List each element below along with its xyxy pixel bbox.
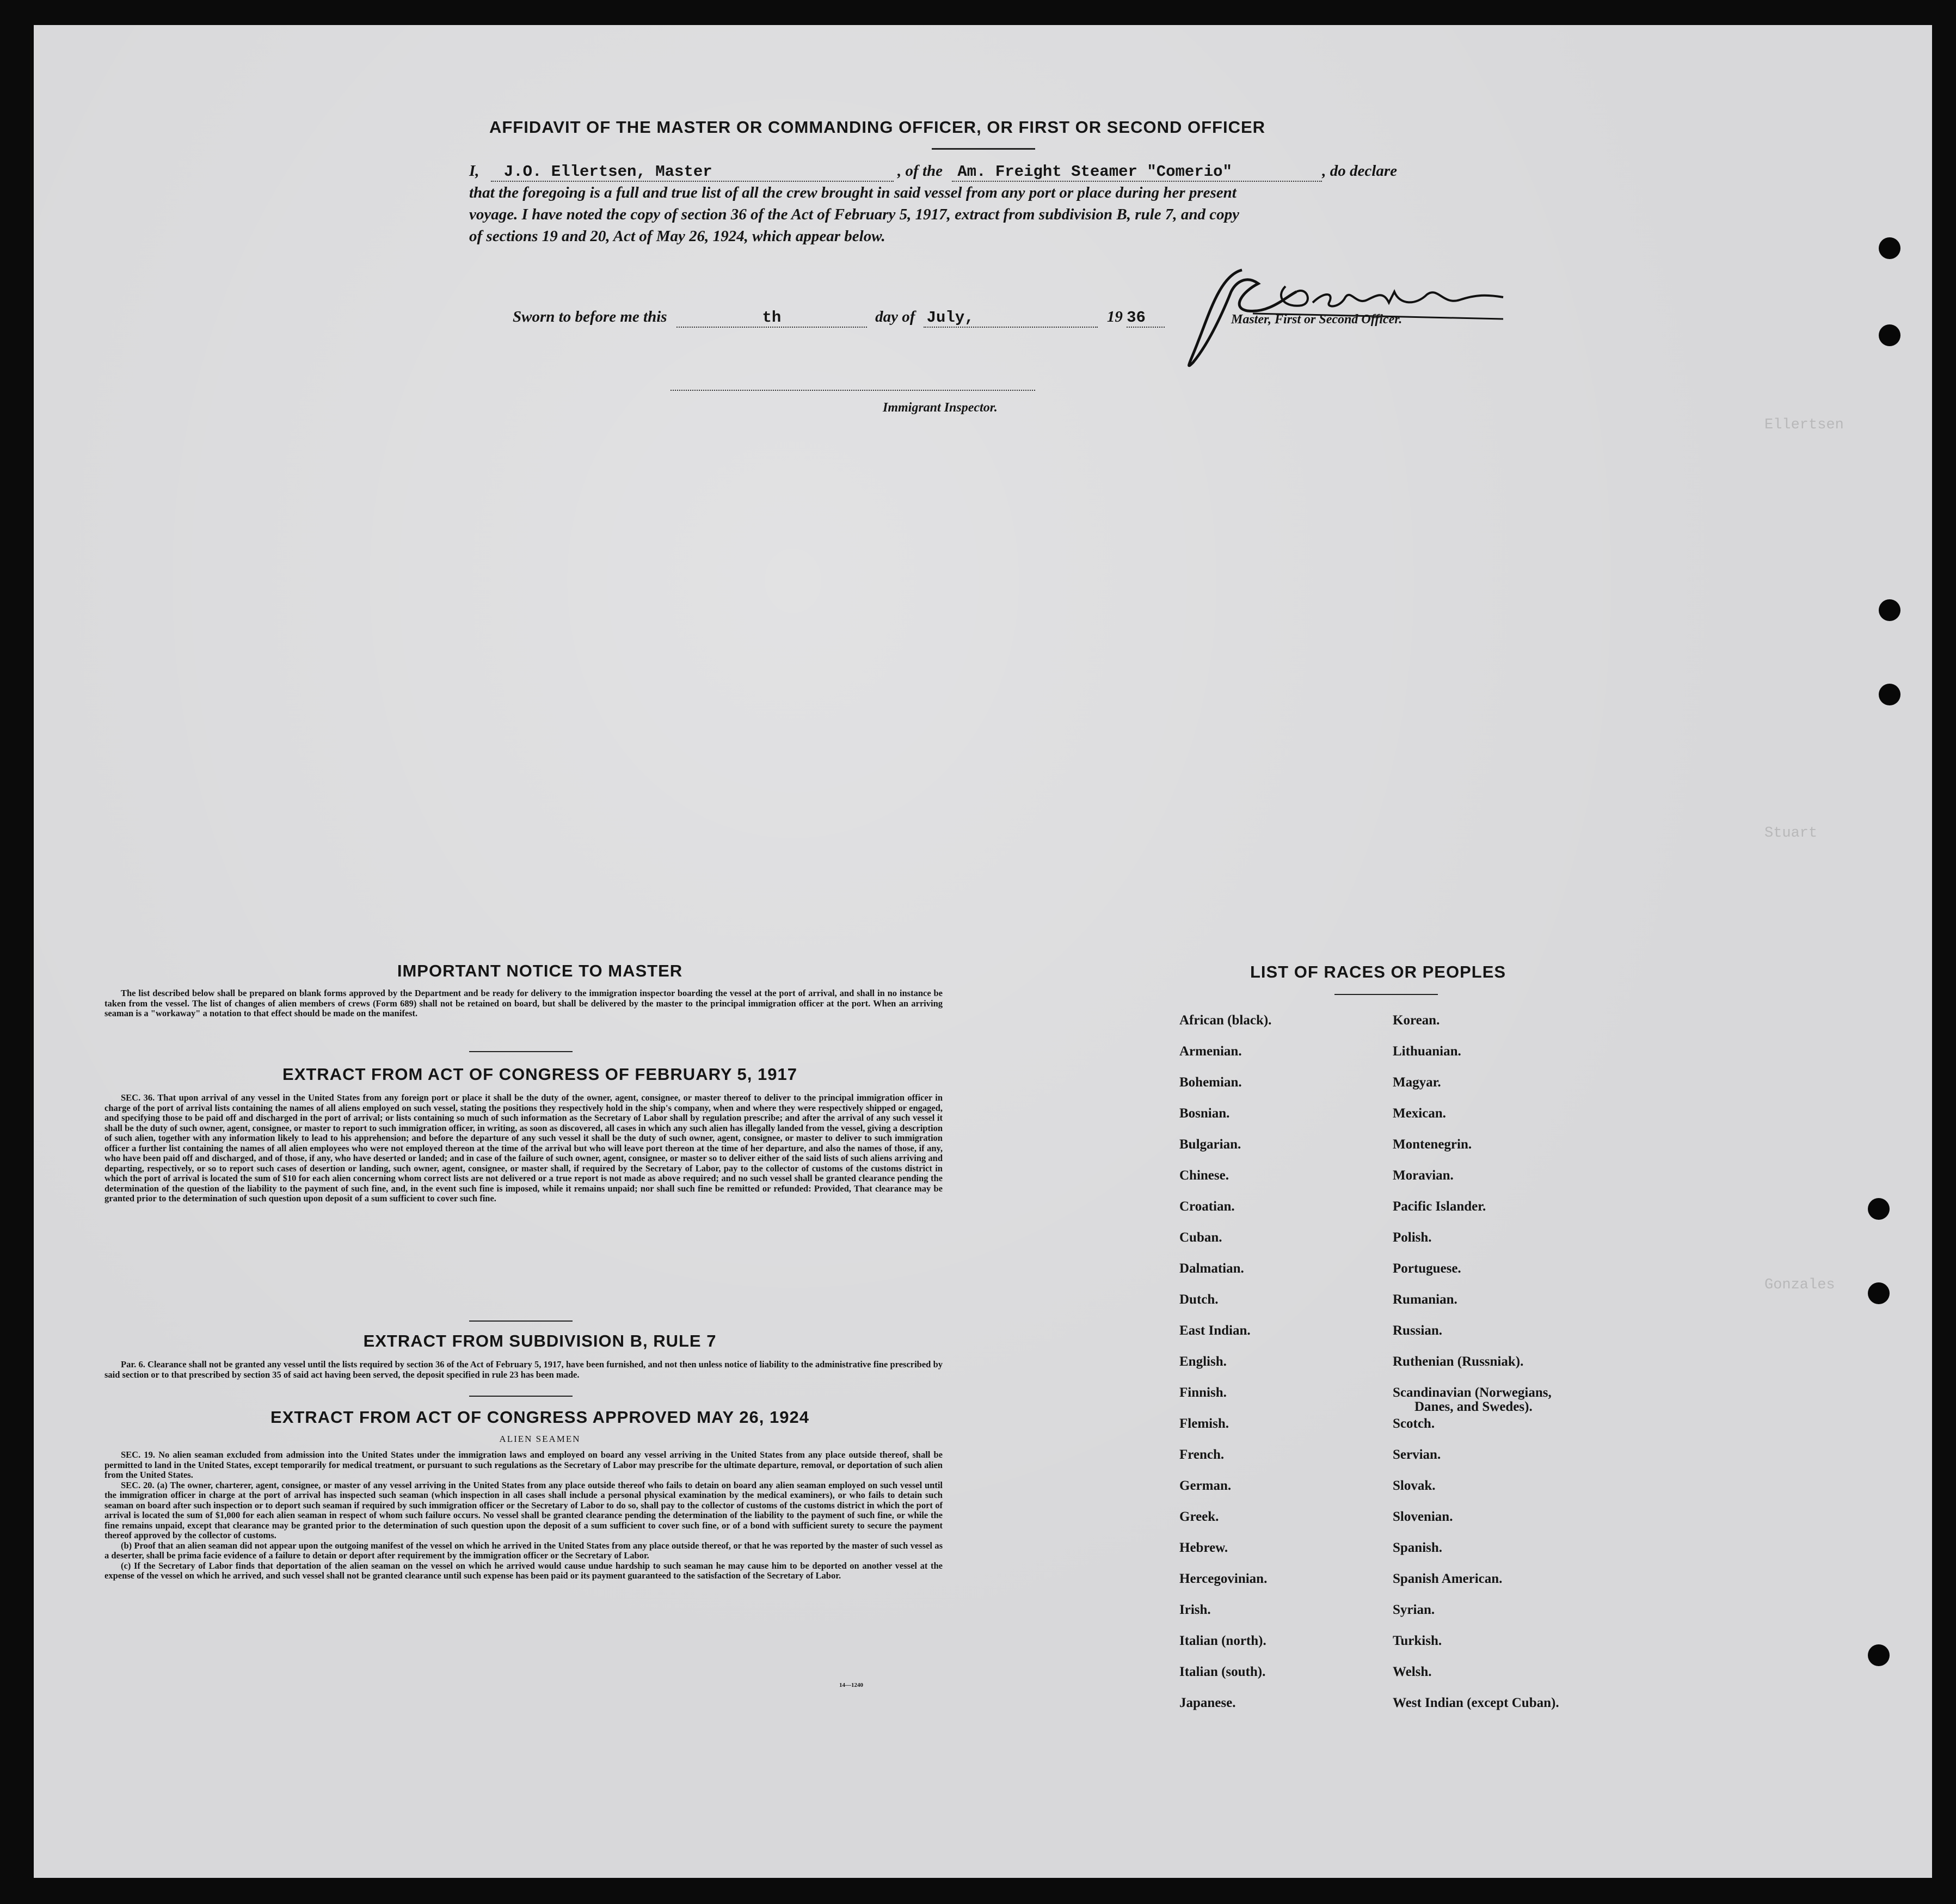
extract-1917-title: EXTRACT FROM ACT OF CONGRESS OF FEBRUARY 5, 1917 xyxy=(282,1065,797,1084)
affidavit-title: AFFIDAVIT OF THE MASTER OR COMMANDING OFFICER, OR FIRST OR SECOND OFFICER xyxy=(489,118,1266,137)
race-item: Italian (north). xyxy=(1179,1633,1266,1648)
race-item: Spanish. xyxy=(1393,1540,1443,1555)
affidavit-line-1 xyxy=(469,162,1558,182)
affidavit-line-2: that the foregoing is a full and true list of all the crew brought in said vessel from any port or place during her present xyxy=(469,184,1237,201)
show-through-text: Gonzales xyxy=(1764,1277,1835,1293)
of-the-label: , of the xyxy=(897,162,943,180)
sec-19-paragraph: SEC. 19. No alien seaman excluded from admission into the United States under the immigration laws and employed on board any vessel arriving in the United States from any place outside thereof, shall be permitted to land in the United States, except temporarily for medical treatment, or pursuant to such regulations as the Secretary of Labor may prescribe for the ultimate departure, removal, or deportation of such alien from the United States. xyxy=(104,1450,943,1480)
race-item: Ruthenian (Russniak). xyxy=(1393,1354,1524,1369)
race-item: Irish. xyxy=(1179,1602,1211,1617)
race-item: East Indian. xyxy=(1179,1323,1251,1338)
show-through-text: Ellertsen xyxy=(1764,417,1844,433)
sworn-month-field xyxy=(924,308,1098,328)
race-item: Bosnian. xyxy=(1179,1106,1230,1121)
master-name-field xyxy=(491,162,894,182)
master-name: J.O. Ellertsen, Master xyxy=(503,163,712,181)
race-item: Bohemian. xyxy=(1179,1075,1242,1090)
rule-7-title: EXTRACT FROM SUBDIVISION B, RULE 7 xyxy=(363,1331,717,1350)
race-item: West Indian (except Cuban). xyxy=(1393,1696,1559,1710)
declare-label: , do declare xyxy=(1322,162,1397,180)
year-suffix: 36 xyxy=(1127,309,1146,327)
race-item: African (black). xyxy=(1179,1013,1272,1028)
race-item: Pacific Islander. xyxy=(1393,1199,1486,1214)
races-column-1 xyxy=(1179,1013,1386,1731)
race-item: Croatian. xyxy=(1179,1199,1235,1214)
race-item: French. xyxy=(1179,1447,1225,1462)
vessel-field xyxy=(952,162,1322,182)
race-item: Mexican. xyxy=(1393,1106,1446,1121)
race-item: Servian. xyxy=(1393,1447,1441,1462)
race-item: Dutch. xyxy=(1179,1292,1219,1307)
race-item: Rumanian. xyxy=(1393,1292,1457,1307)
punch-hole xyxy=(1879,599,1900,621)
race-item: Slovak. xyxy=(1393,1478,1436,1493)
notice-paragraph: The list described below shall be prepared on blank forms approved by the Department and be ready for delivery to the immigration inspector boarding the vessel at the port of arrival, and shall in no instance be taken from the vessel. The list of changes of alien members of crews (Form 689) shall not be retained on board, but shall be delivered by the master to the principal immigration officer at the port. When an arriving seaman is a "workaway" a notation to that effect should be made on the manifest. xyxy=(104,988,943,1018)
race-item: Armenian. xyxy=(1179,1044,1242,1059)
par-6-paragraph: Par. 6. Clearance shall not be granted any vessel until the lists required by section 36 of the Act of February 5, 1917, have been furnished, and not then unless notice of liability to the administrative fine prescribed by said section or to that prescribed by section 35 of said act having been served, the deposit specified in rule 23 has been made. xyxy=(104,1359,943,1380)
sec-20c-paragraph: (c) If the Secretary of Labor finds that deportation of the alien seaman on the vessel on which he arrived would cause undue hardship to such seaman he may cause him to be deported on another vessel at the expense of the vessel on which he arrived, and such vessel shall not be granted clearance until such expense has been paid or its payment guaranteed to the satisfaction of the Secretary of Labor. xyxy=(104,1560,943,1581)
race-item: Greek. xyxy=(1179,1509,1219,1524)
sworn-day: th xyxy=(762,309,782,327)
divider xyxy=(469,1320,573,1322)
race-item: Cuban. xyxy=(1179,1230,1222,1245)
punch-hole xyxy=(1879,237,1900,259)
race-item: Dalmatian. xyxy=(1179,1261,1244,1276)
race-item: English. xyxy=(1179,1354,1227,1369)
affidavit-line-4: of sections 19 and 20, Act of May 26, 1924, which appear below. xyxy=(469,228,885,245)
vessel-name: Am. Freight Steamer "Comerio" xyxy=(957,163,1232,181)
race-item: Moravian. xyxy=(1393,1168,1454,1183)
form-number: 14—1240 xyxy=(839,1682,863,1688)
punch-hole xyxy=(1868,1198,1890,1220)
race-item: Slovenian. xyxy=(1393,1509,1453,1524)
sec-36-paragraph: SEC. 36. That upon arrival of any vessel in the United States from any foreign port or place it shall be the duty of the owner, agent, consignee, or master thereof to deliver to the principal immigration officer in charge of the port of arrival lists containing the names of all aliens employed on such vessel, stating the positions they respectively hold in the ship's company, when and where they were respectively shipped or engaged, and specifying those to be paid off and discharged in the port of arrival; or lists containing so much of such information as the Secretary of Labor shall by regulation prescribe; and after the arrival of any such vessel it shall be the duty of such owner, agent, consignee, or master to report to such immigration officer, in writing, as soon as discovered, all cases in which any such alien has illegally landed from the vessel, giving a description of such alien, together with any information likely to lead to his apprehension; and before the departure of any such vessel it shall be the duty of such owner, agent, consignee, or master to deliver to such immigration officer a further list containing the names of all alien employees who were not employed thereon at the time of the arrival but who will leave port thereon at the time of her departure, and also the names of those, if any, who have been paid off and discharged, and of those, if any, who have deserted or landed; and in case of the failure of such owner, agent, consignee, or master so to deliver either of the said lists of such aliens arriving and departing, respectively, or so to report such cases of desertion or landing, such owner, agent, consignee, or master shall, if required by the Secretary of Labor, pay to the collector of customs of the customs district in which the port of arrival is located the sum of $10 for each alien concerning whom correct lists are not delivered or a true report is not made as above required; and no such vessel shall be granted clearance pending the determination of the question of the liability to the payment of such fine, and, in the event such fine is imposed, while it remains unpaid; nor shall such fine be remitted or refunded: Provided, That clearance may be granted prior to the determination of such question upon deposit of a sum sufficient to cover such fine. xyxy=(104,1092,943,1203)
punch-hole xyxy=(1868,1644,1890,1666)
race-item: Japanese. xyxy=(1179,1696,1236,1710)
race-item: Italian (south). xyxy=(1179,1665,1266,1679)
race-item: Bulgarian. xyxy=(1179,1137,1241,1152)
races-underline xyxy=(1334,994,1438,995)
punch-hole xyxy=(1879,684,1900,705)
race-item: Scotch. xyxy=(1393,1416,1435,1431)
signature-caption: Master, First or Second Officer. xyxy=(1231,312,1403,327)
race-item: Polish. xyxy=(1393,1230,1432,1245)
race-item: Finnish. xyxy=(1179,1385,1227,1400)
affidavit-line-3: voyage. I have noted the copy of section 36 of the Act of February 5, 1917, extract from subdivision B, rule 7, and copy xyxy=(469,206,1239,223)
race-item: Portuguese. xyxy=(1393,1261,1461,1276)
punch-hole xyxy=(1879,324,1900,346)
year-prefix: 19 xyxy=(1106,308,1123,325)
races-title: LIST OF RACES OR PEOPLES xyxy=(1250,962,1506,981)
race-item: Hercegovinian. xyxy=(1179,1571,1268,1586)
race-item: Spanish American. xyxy=(1393,1571,1503,1586)
sec-20b-paragraph: (b) Proof that an alien seaman did not appear upon the outgoing manifest of the vessel on which he arrived in the United States from any place outside thereof, or that he was reported by the master of such vessel as a deserter, shall be prima facie evidence of a failure to detain or deport after requirement by the immigration officer or the Secretary of Labor. xyxy=(104,1540,943,1561)
race-item: Magyar. xyxy=(1393,1075,1441,1090)
race-item: Syrian. xyxy=(1393,1602,1435,1617)
punch-hole xyxy=(1868,1282,1890,1304)
alien-seamen-subtitle: ALIEN SEAMEN xyxy=(499,1434,581,1444)
divider xyxy=(469,1051,573,1052)
race-item: Korean. xyxy=(1393,1013,1440,1028)
sworn-month: July, xyxy=(926,309,974,327)
title-underline xyxy=(932,148,1035,150)
inspector-signature-line xyxy=(671,390,1035,392)
rule-7-text xyxy=(104,1360,943,1380)
race-item: Chinese. xyxy=(1179,1168,1229,1183)
race-item: Montenegrin. xyxy=(1393,1137,1472,1152)
day-of-label: day of xyxy=(875,308,915,325)
extract-1917-text xyxy=(104,1093,943,1204)
race-item: Hebrew. xyxy=(1179,1540,1228,1555)
races-column-2 xyxy=(1393,1013,1665,1731)
notice-title: IMPORTANT NOTICE TO MASTER xyxy=(397,961,683,980)
race-item: Scandinavian (Norwegians, xyxy=(1393,1385,1552,1400)
race-item: German. xyxy=(1179,1478,1232,1493)
race-item: Flemish. xyxy=(1179,1416,1229,1431)
show-through-text: Stuart xyxy=(1764,825,1818,842)
notice-text xyxy=(104,988,943,1019)
sworn-day-field xyxy=(676,308,867,328)
i-label: I, xyxy=(469,162,479,180)
race-item: Russian. xyxy=(1393,1323,1443,1338)
divider xyxy=(469,1396,573,1397)
race-item: Welsh. xyxy=(1393,1665,1432,1679)
document-sheet xyxy=(34,25,1932,1878)
inspector-caption: Immigrant Inspector. xyxy=(883,401,998,415)
extract-1924-text xyxy=(104,1450,943,1581)
sworn-label: Sworn to before me this xyxy=(513,308,667,325)
sec-20a-paragraph: SEC. 20. (a) The owner, charterer, agent, consignee, or master of any vessel arriving in the United States from any place outside thereof who fails to detain on board any alien seaman employed on such vessel until the immigration officer in charge at the port of arrival has inspected such seaman (which inspection in all cases shall include a personal physical examination by the medical examiners), or who fails to detain such seaman on board after such inspection or to deport such seaman if required by such immigration officer or the Secretary of Labor to do so, shall pay to the collector of customs of the customs district in which the port of arrival is located the sum of $1,000 for each alien seaman in respect of whom such failure occurs. No vessel shall be granted clearance pending the determination of the liability to the payment of such fine, or while the fine remains unpaid, except that clearance may be granted prior to the determination of such question upon the deposit of a sum sufficient to cover such fine, or of a bond with sufficient surety to secure the payment thereof approved by the collector of customs. xyxy=(104,1479,943,1540)
year-field xyxy=(1127,308,1165,328)
race-item-continuation: Danes, and Swedes). xyxy=(1414,1399,1533,1414)
race-item: Turkish. xyxy=(1393,1633,1442,1648)
extract-1924-title: EXTRACT FROM ACT OF CONGRESS APPROVED MAY 26, 1924 xyxy=(270,1408,809,1427)
race-item: Lithuanian. xyxy=(1393,1044,1461,1059)
